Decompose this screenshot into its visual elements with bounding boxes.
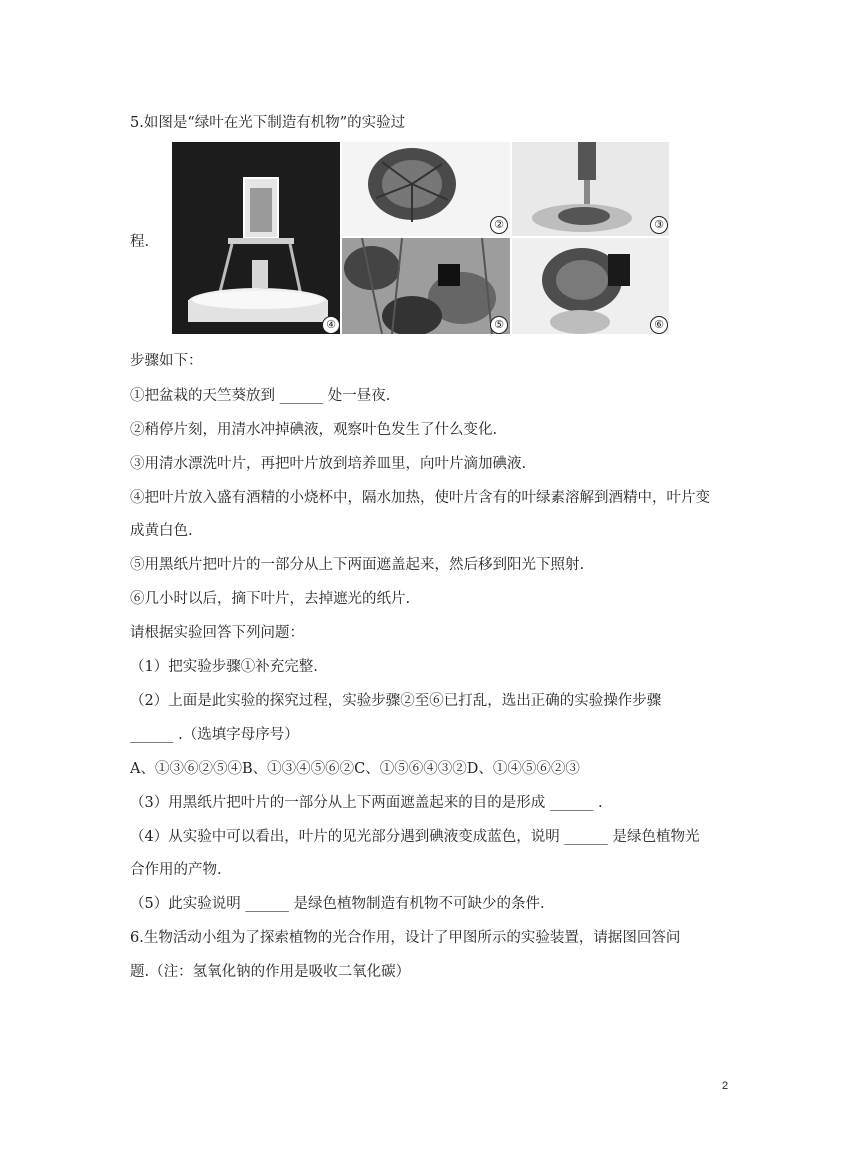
photo-leaf-2 — [342, 142, 510, 236]
q4-line2: 合作用的产物. — [130, 862, 222, 878]
step-6: ⑥几小时以后，摘下叶片，去掉遮光的纸片. — [130, 591, 411, 607]
step-1: ①把盆栽的天竺葵放到 ______ 处一昼夜. — [130, 388, 391, 404]
experiment-figure — [172, 142, 669, 334]
q5-intro-line2: 程. — [130, 234, 150, 250]
q2-line1: （2）上面是此实验的探究过程，实验步骤②至⑥已打乱，选出正确的实验操作步骤 — [130, 693, 662, 709]
figure-label-3: ③ — [650, 216, 668, 234]
figure-label-4: ④ — [322, 316, 340, 334]
figure-label-2: ② — [490, 216, 508, 234]
q6-line2: 题.（注：氢氧化钠的作用是吸收二氧化碳） — [130, 964, 411, 980]
q6-line1: 6.生物活动小组为了探索植物的光合作用，设计了甲图所示的实验装置，请据图回答问 — [130, 930, 681, 946]
step-2: ②稍停片刻，用清水冲掉碘液，观察叶色发生了什么变化. — [130, 422, 498, 438]
figure-label-6: ⑥ — [650, 316, 668, 334]
q1: （1）把实验步骤①补充完整. — [130, 659, 318, 675]
page-number: 2 — [722, 1080, 729, 1092]
step-5: ⑤用黑纸片把叶片的一部分从上下两面遮盖起来，然后移到阳光下照射. — [130, 557, 585, 573]
photo-water-bath — [172, 142, 340, 334]
q3: （3）用黑纸片把叶片的一部分从上下两面遮盖起来的目的是形成 ______ . — [130, 795, 603, 811]
questions-heading: 请根据实验回答下列问题： — [130, 625, 304, 641]
photo-leaf-6 — [512, 238, 669, 334]
steps-heading: 步骤如下： — [130, 353, 203, 369]
q5-intro-line1: 5.如图是“绿叶在光下制造有机物”的实验过 — [130, 115, 406, 131]
q4-line1: （4）从实验中可以看出，叶片的见光部分遇到碘液变成蓝色，说明 ______ 是绿色植物光 — [130, 829, 700, 845]
figure-label-5: ⑤ — [490, 316, 508, 334]
photo-dropper-3 — [512, 142, 669, 236]
step-4: ④把叶片放入盛有酒精的小烧杯中，隔水加热，使叶片含有的叶绿素溶解到酒精中，叶片变 — [130, 490, 710, 506]
q2-line2: ______ .（选填字母序号） — [130, 727, 299, 743]
step-4-cont: 成黄白色. — [130, 523, 193, 539]
step-3: ③用清水漂洗叶片，再把叶片放到培养皿里，向叶片滴加碘液. — [130, 456, 527, 472]
answer-options: A、①③⑥②⑤④B、①③④⑤⑥②C、①⑤⑥④③②D、①④⑤⑥②③ — [130, 761, 580, 777]
photo-plant-5 — [342, 238, 510, 334]
q5: （5）此实验说明 ______ 是绿色植物制造有机物不可缺少的条件. — [130, 896, 545, 912]
